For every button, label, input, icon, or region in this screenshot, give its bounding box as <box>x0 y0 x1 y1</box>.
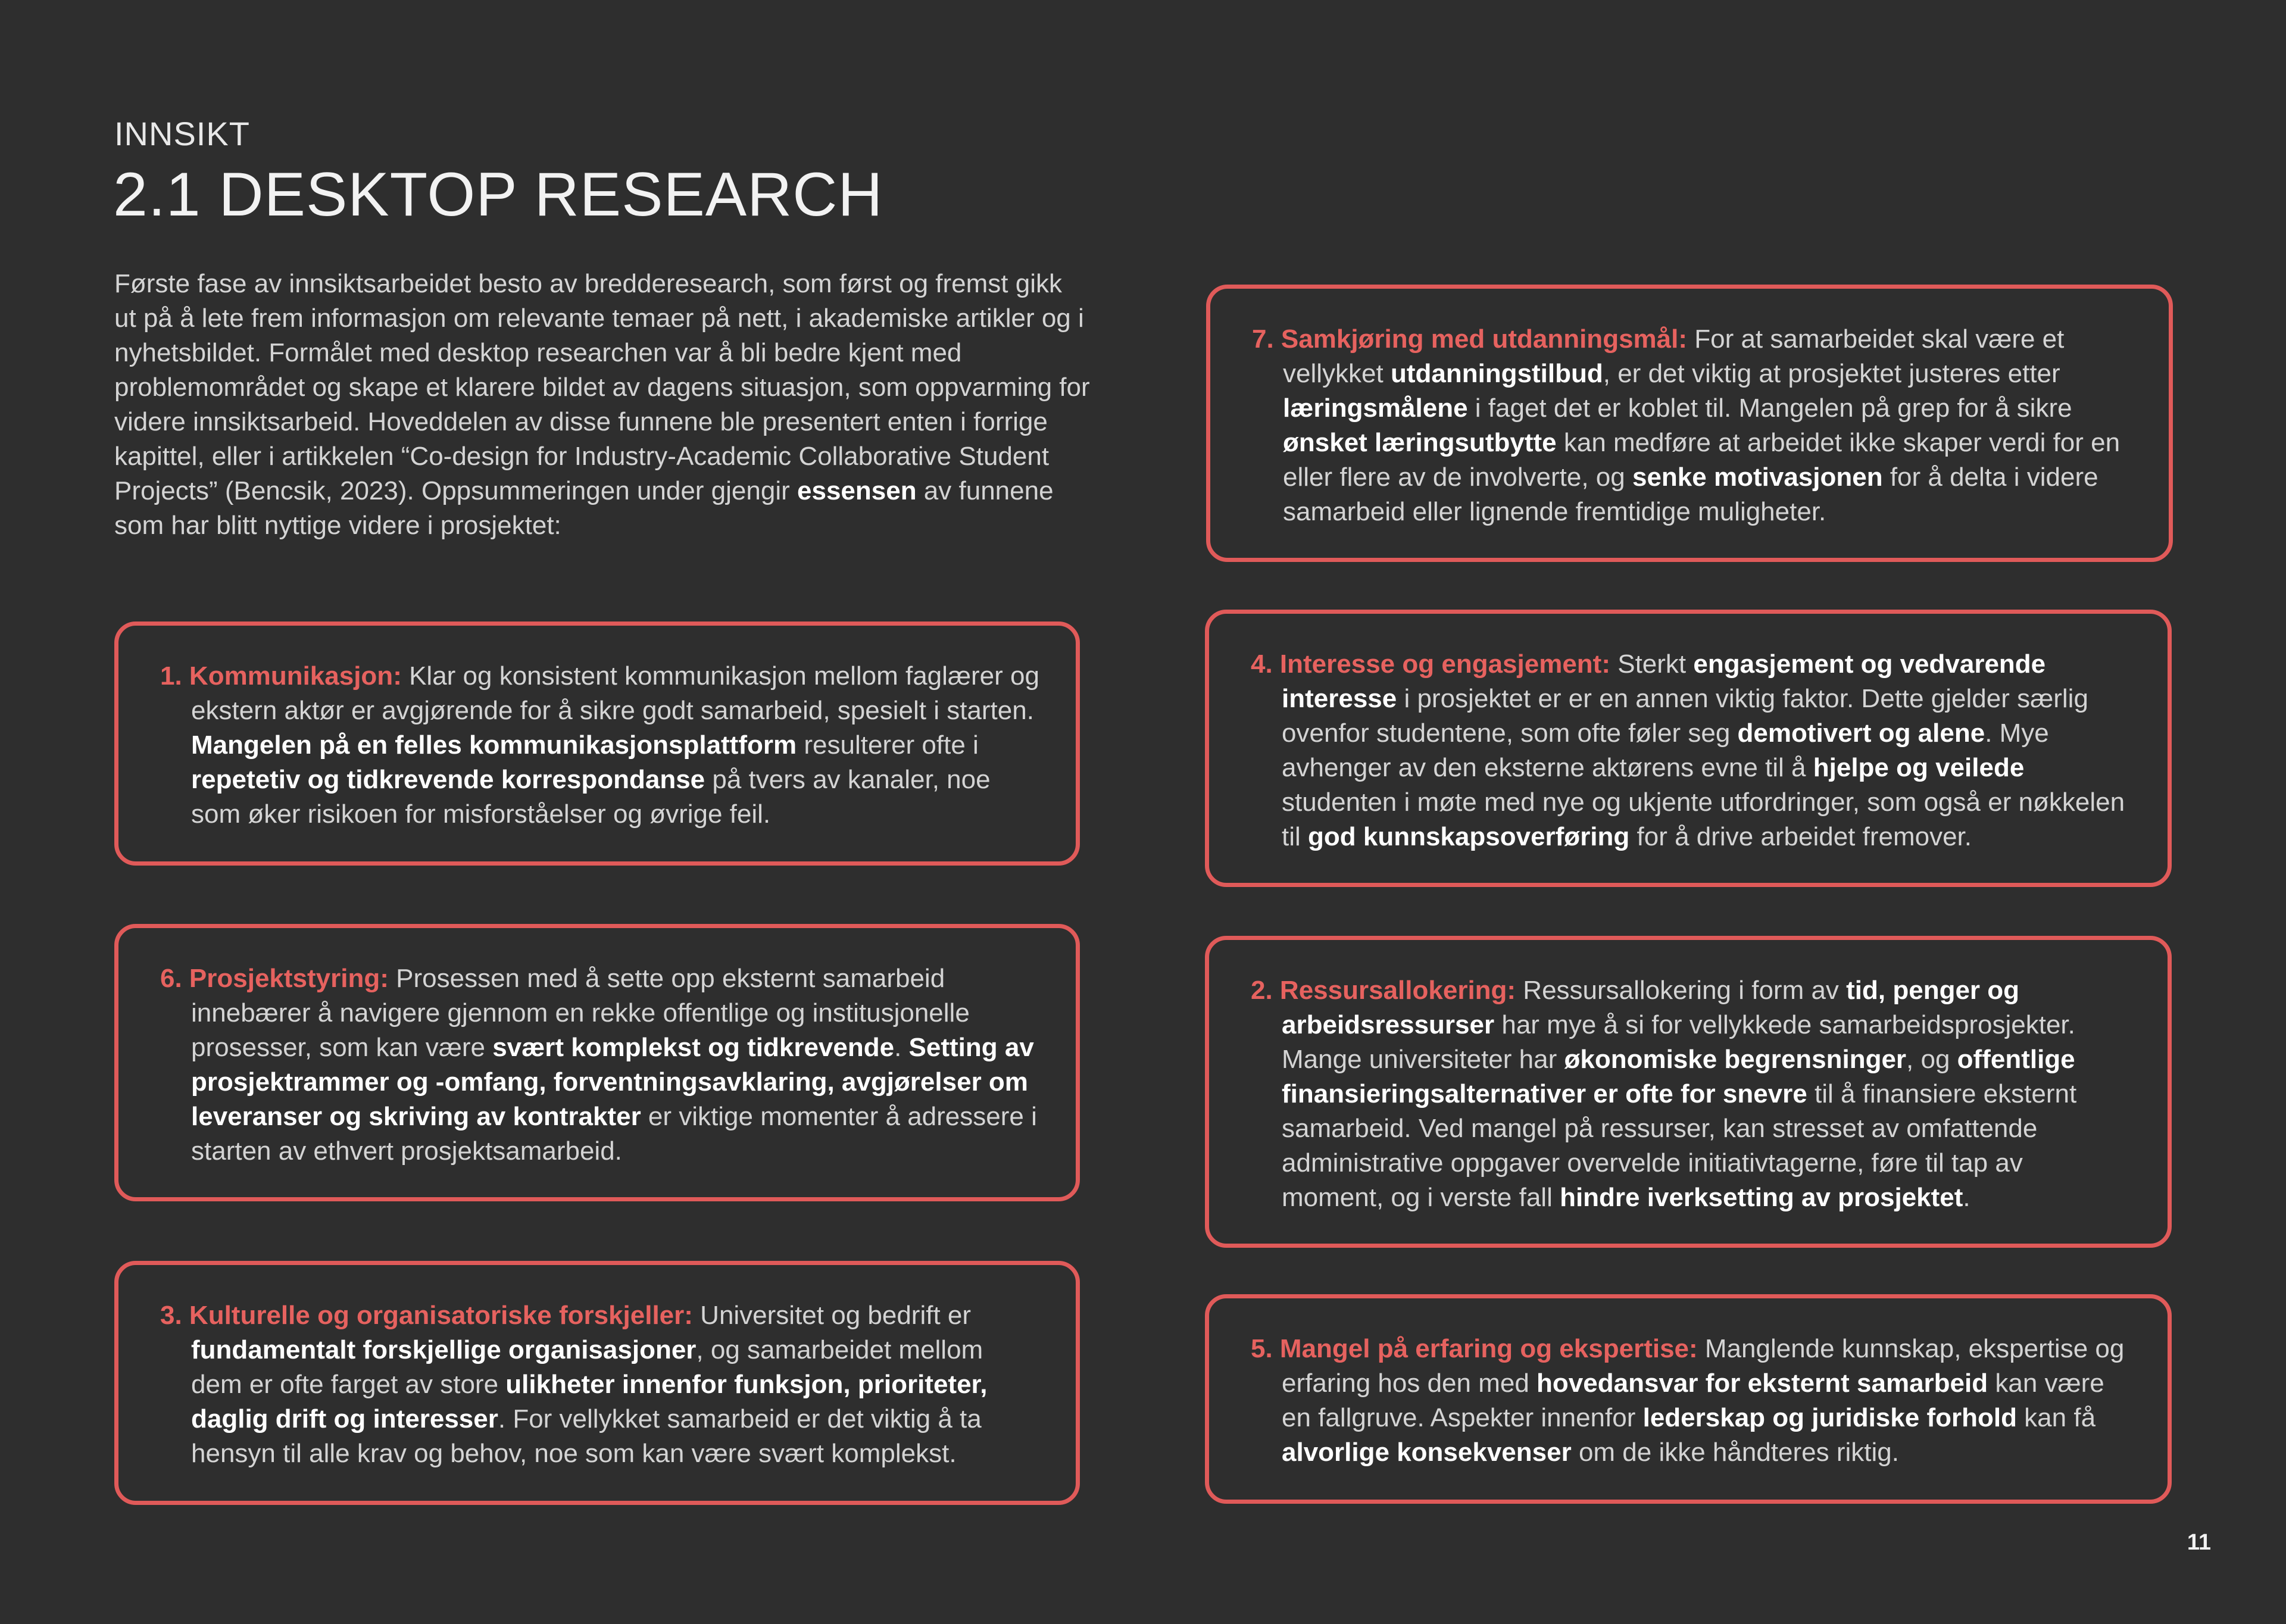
insight-card-emphasis: Setting av prosjektrammer og -omfang, forventningsavklaring, avgjørelser om leveranser og skriving av kontrakter <box>191 1033 1034 1131</box>
intro-text-end: av funnene som har blitt nyttige videre i prosjektet: <box>114 476 1054 540</box>
insight-card-emphasis: hindre iverksetting av prosjektet <box>1560 1183 1963 1212</box>
insight-card-emphasis: senke motivasjonen <box>1632 463 1883 492</box>
insight-card-samkjoring <box>1206 285 2173 562</box>
insight-card-text <box>1251 973 2132 1215</box>
insight-card-ressursallokering <box>1205 936 2172 1248</box>
insight-card-emphasis: økonomiske begrensninger <box>1564 1045 1907 1074</box>
insight-card-interesse <box>1205 610 2172 887</box>
insight-card-heading: 7. Samkjøring med utdanningsmål: <box>1252 324 1688 354</box>
insight-card-text <box>160 1298 1040 1471</box>
insight-card-body: Sterkt <box>1610 649 1694 679</box>
insight-card-body: om de ikke håndteres riktig. <box>1571 1438 1899 1467</box>
insight-card-heading: 1. Kommunikasjon: <box>160 661 402 691</box>
page-number: 11 <box>2187 1530 2211 1555</box>
insight-card-erfaring <box>1205 1294 2172 1504</box>
insight-card-emphasis: Mangelen på en felles kommunikasjonsplattform <box>191 730 797 760</box>
insight-card-emphasis: repetetiv og tidkrevende korrespondanse <box>191 765 705 794</box>
insight-card-emphasis: tid, penger og arbeidsressurser <box>1282 976 2020 1039</box>
insight-card-body: på tvers av kanaler, noe som øker risikoen for misforståelser og øvrige feil. <box>191 765 991 829</box>
insight-card-emphasis: alvorlige konsekvenser <box>1282 1438 1572 1467</box>
insight-card-text <box>160 659 1040 832</box>
insight-card-body: Manglende kunnskap, ekspertise og erfaring hos den med <box>1282 1334 2125 1398</box>
insight-card-body: Universitet og bedrift er <box>692 1301 972 1330</box>
insight-card-body: har mye å si for vellykkede samarbeidsprosjekter. Mange universiteter har <box>1282 1010 2075 1074</box>
insight-card-heading: 3. Kulturelle og organisatoriske forskjeller: <box>160 1301 693 1330</box>
insight-card-emphasis: læringsmålene <box>1283 393 1468 423</box>
insight-card-text <box>1251 1332 2132 1470</box>
insight-card-emphasis: svært komplekst og tidkrevende <box>492 1033 895 1062</box>
insight-card-text <box>160 961 1040 1169</box>
insight-card-emphasis: utdanningstilbud <box>1390 359 1603 388</box>
insight-card-body: . <box>1963 1183 1970 1212</box>
insight-card-body: . For vellykket samarbeid er det viktig å ta hensyn til alle krav og behov, noe som kan være svært komplekst. <box>191 1404 982 1468</box>
insight-card-body: . <box>894 1033 909 1062</box>
insight-card-emphasis: fundamentalt forskjellige organisasjoner <box>191 1335 697 1364</box>
insight-card-emphasis: hjelpe og veilede <box>1813 753 2025 782</box>
insight-card-body: Prosessen med å sette opp eksternt samarbeid innebærer å navigere gjennom en rekke offentlige og institusjonelle prosesser, som kan være <box>191 964 970 1062</box>
insight-card-emphasis: lederskap og juridiske forhold <box>1642 1403 2017 1432</box>
insight-card-body: studenten i møte med nye og ukjente utfordringer, som også er nøkkelen til <box>1282 788 2125 851</box>
insight-card-emphasis: ønsket læringsutbytte <box>1283 428 1557 457</box>
insight-card-body: . Mye avhenger av den eksterne aktørens evne til å <box>1282 719 2049 782</box>
insight-card-body: i faget det er koblet til. Mangelen på grep for å sikre <box>1467 393 2072 423</box>
section-kicker: INNSIKT <box>114 115 250 152</box>
insight-card-body: , og <box>1906 1045 1957 1074</box>
insight-card-body: For at samarbeidet skal være et vellykket <box>1283 324 2065 388</box>
page-title: 2.1 DESKTOP RESEARCH <box>113 160 883 229</box>
intro-paragraph <box>114 267 1091 543</box>
insight-card-body: resulterer ofte i <box>797 730 979 760</box>
intro-text: Første fase av innsiktsarbeidet besto av bredderesearch, som først og fremst gikk ut på å lete frem informasjon om relevante temaer på nett, i akademiske artikler og i nyhetsbildet. Formålet med desktop researchen var å bli bedre kjent med problemområdet og skape et klarere bildet av dagens situasjon, som oppvarming for videre innsiktsarbeid. Hoveddelen av disse funnene ble presentert enten i forrige kapittel, eller i artikkelen “Co-design for Industry-Academic Collaborative Student Projects” (Bencsik, 2023). Oppsummeringen under gjengir <box>114 269 1090 505</box>
insight-card-heading: 6. Prosjektstyring: <box>160 964 389 993</box>
insight-card-body: , og samarbeidet mellom dem er ofte farget av store <box>191 1335 983 1399</box>
insight-card-kulturelle-forskjeller <box>114 1261 1080 1505</box>
insight-card-heading: 5. Mangel på erfaring og ekspertise: <box>1251 1334 1698 1363</box>
insight-card-kommunikasjon <box>114 622 1080 866</box>
insight-card-emphasis: god kunnskapsoverføring <box>1308 822 1630 851</box>
insight-card-text <box>1251 647 2132 854</box>
insight-card-body: Ressursallokering i form av <box>1516 976 1847 1005</box>
insight-card-body: i prosjektet er er en annen viktig faktor. Dette gjelder særlig ovenfor studentene, som ofte føler seg <box>1282 684 2088 748</box>
insight-card-emphasis: demotivert og alene <box>1737 719 1985 748</box>
insight-card-body: er viktige momenter å adressere i starten av ethvert prosjektsamarbeid. <box>191 1102 1037 1166</box>
insight-card-body: , er det viktig at prosjektet justeres etter <box>1603 359 2060 388</box>
insight-card-prosjektstyring <box>114 924 1080 1201</box>
intro-bold: essensen <box>797 476 917 505</box>
insight-card-body: for å delta i videre samarbeid eller lignende fremtidige muligheter. <box>1283 463 2098 526</box>
insight-card-body: Klar og konsistent kommunikasjon mellom faglærer og ekstern aktør er avgjørende for å sikre godt samarbeid, spesielt i starten. <box>191 661 1039 725</box>
insight-card-body: kan medføre at arbeidet ikke skaper verdi for en eller flere av de involverte, og <box>1283 428 2121 492</box>
insight-card-body: kan være en fallgruve. Aspekter innenfor <box>1282 1369 2104 1432</box>
insight-card-emphasis: engasjement og vedvarende interesse <box>1282 649 2046 713</box>
insight-card-heading: 2. Ressursallokering: <box>1251 976 1516 1005</box>
insight-card-emphasis: offentlige finansieringsalternativer er ofte for snevre <box>1282 1045 2075 1108</box>
insight-card-body: for å drive arbeidet fremover. <box>1629 822 1972 851</box>
insight-card-heading: 4. Interesse og engasjement: <box>1251 649 1610 679</box>
insight-card-emphasis: ulikheter innenfor funksjon, prioriteter, daglig drift og interesser <box>191 1370 988 1434</box>
insight-card-emphasis: hovedansvar for eksternt samarbeid <box>1537 1369 1988 1398</box>
insight-card-body: til å finansiere eksternt samarbeid. Ved mangel på ressurser, kan stresset av omfattende administrative oppgaver overvelde initiativtagerne, føre til tap av moment, og i verste fall <box>1282 1079 2077 1212</box>
insight-card-body: kan få <box>2016 1403 2096 1432</box>
insight-card-text <box>1252 322 2133 529</box>
